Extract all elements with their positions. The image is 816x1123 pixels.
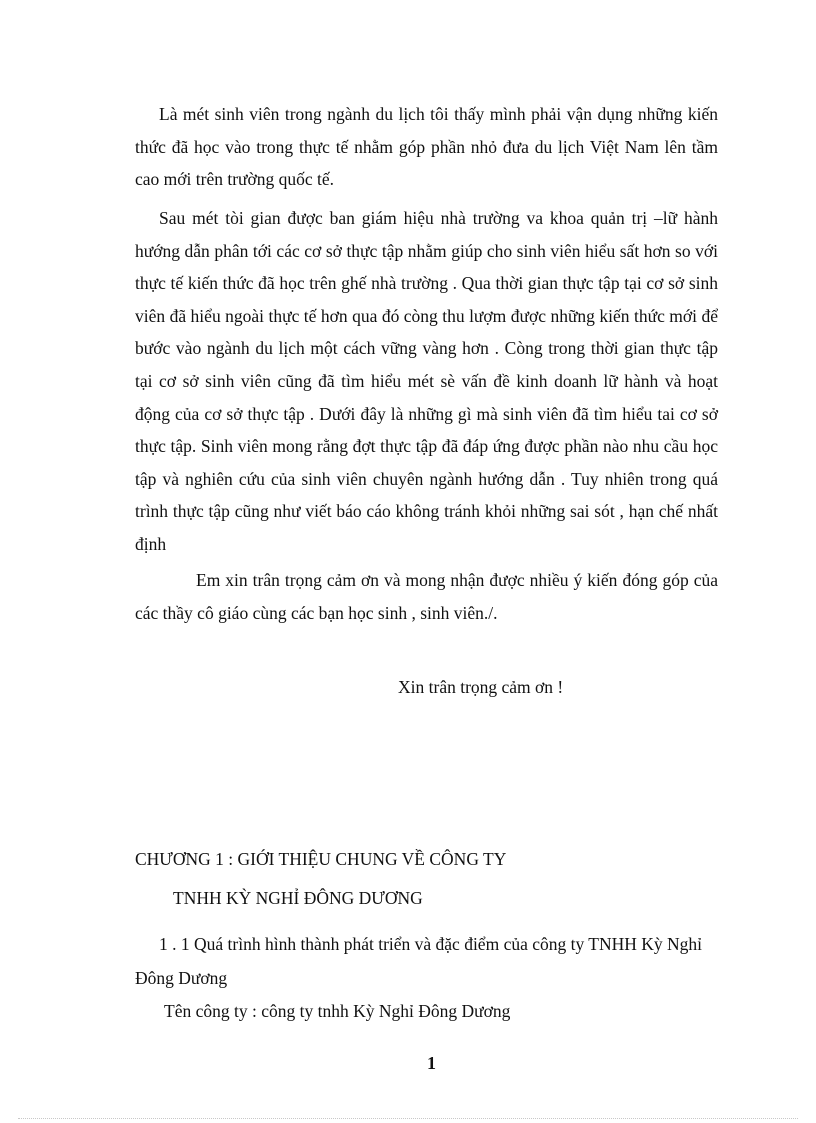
closing-line: Xin trân trọng cảm ơn ! xyxy=(398,677,564,697)
intro-paragraph-1: Là mét sinh viên trong ngành du lịch tôi thấy mình phải vận dụng những kiến thức đã học vào trong thực tế nhằm góp phần nhỏ đưa du lịch Việt Nam lên tầm cao mới trên trường quốc tế. xyxy=(135,104,718,190)
chapter-subheading: TNHH KỲ NGHỈ ĐÔNG DƯƠNG xyxy=(173,888,423,908)
company-name-line: Tên công ty : công ty tnhh Kỳ Nghỉ Đông Dương xyxy=(164,1001,511,1021)
section-title: 1 . 1 Quá trình hình thành phát triển và đặc điểm của công ty TNHH Kỳ Nghỉ Đông Dương xyxy=(135,934,703,988)
intro-paragraph-2: Sau mét tòi gian được ban giám hiệu nhà trường va khoa quản trị –lữ hành hướng dẫn phân tới các cơ sở thực tập nhằm giúp cho sinh viên hiểu sất hơn so với thực tế kiến thức đã học trên ghế nhà trường . Qua thời gian thực tập tại cơ sở sinh viên đã hiểu ngoài thực tế hơn qua đó còng thu lượm được những kiến thức mới để bước vào ngành du lịch một cách vững vàng hơn . Còng trong thời gian thực tập tại cơ sở sinh viên cũng đã tìm hiểu mét sè vấn đề kinh doanh lữ hành và hoạt động của cơ sở thực tập . Dưới đây là những gì mà sinh viên đã tìm hiểu tai cơ sở thực tập. Sinh viên mong rằng đợt thực tập đã đáp ứng được phần nào nhu cầu học tập và nghiên cứu của sinh viên chuyên ngành hướng dẫn . Tuy nhiên trong quá trình thực tập cũng như viết báo cáo không tránh khỏi những sai sót , hạn chế nhất định xyxy=(135,208,718,554)
footer-divider xyxy=(18,1118,798,1119)
chapter-heading: CHƯƠNG 1 : GIỚI THIỆU CHUNG VỀ CÔNG TY xyxy=(135,849,507,869)
intro-paragraph-3: Em xin trân trọng cảm ơn và mong nhận được nhiều ý kiến đóng góp của các thầy cô giáo cùng các bạn học sinh , sinh viên./. xyxy=(135,570,718,623)
page-number: 1 xyxy=(427,1053,436,1073)
